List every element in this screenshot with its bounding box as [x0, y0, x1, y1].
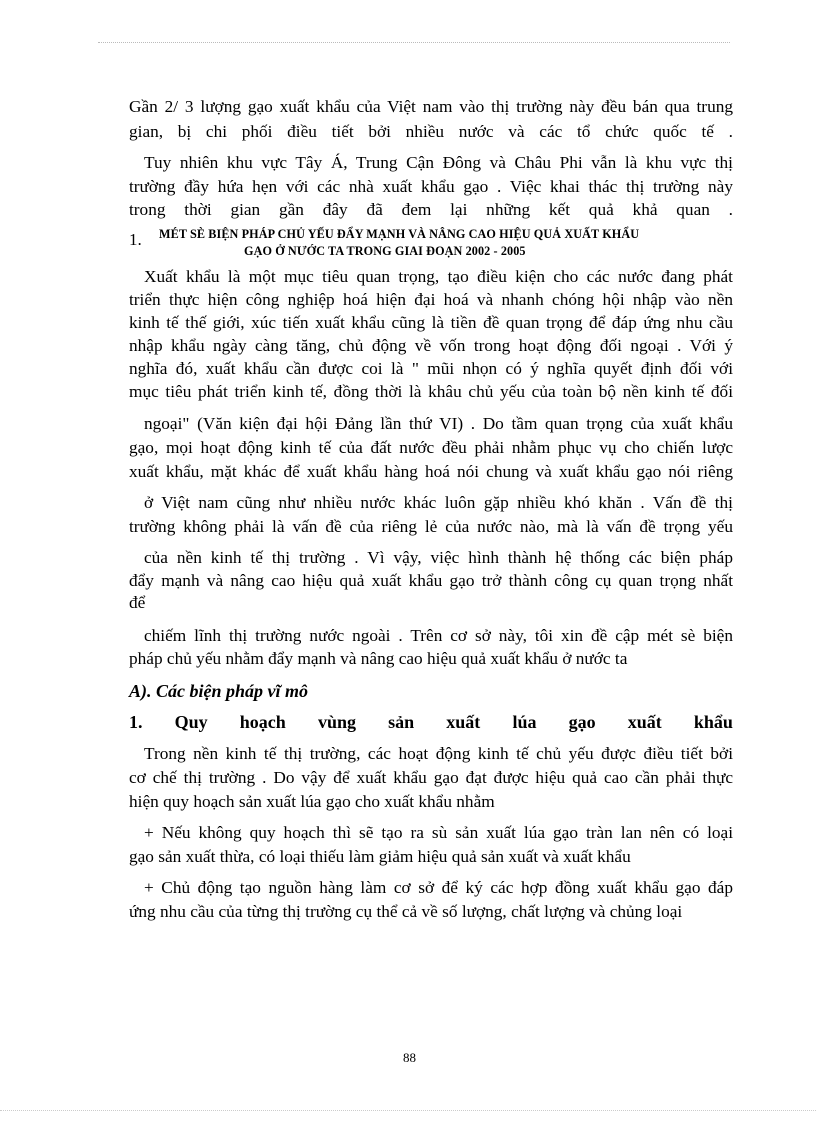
bullet-line: + Nếu không quy hoạch thì sẽ tạo ra sù sản xuất lúa gạo tràn lan nên có loại: [144, 823, 733, 842]
text-line: nghĩa đó, xuất khẩu cần được coi là " mũi nhọn có ý nghĩa quyết định đối với: [129, 359, 733, 378]
bullet-line: gạo sản xuất thừa, có loại thiếu làm giảm hiệu quả sản xuất và xuất khẩu: [129, 847, 631, 866]
heading-word: Quy: [174, 712, 208, 732]
page-number: 88: [403, 1050, 416, 1065]
text-line: xuất khẩu, mặt khác để xuất khẩu hàng hoá nói chung và xuất khẩu gạo nói riêng: [129, 462, 733, 481]
heading-word: vùng: [317, 712, 356, 732]
heading-word: khẩu: [693, 712, 733, 732]
text-line: cơ chế thị trường . Do vậy để xuất khẩu gạo đạt được hiệu quả cao cần phải thực: [129, 768, 733, 787]
text-line: Gần 2/ 3 lượng gạo xuất khẩu của Việt nam vào thị trường này đều bán qua trung: [129, 97, 733, 116]
text-line: mục tiêu phát triển kinh tế, đồng thời là khâu chủ yếu của toàn bộ nền kinh tế đối: [129, 382, 733, 401]
subsection-title: A). Các biện pháp vĩ mô: [129, 681, 308, 701]
heading-word: sản: [388, 712, 415, 732]
text-line: trường không phải là vấn đề của riêng lẻ của nước nào, mà là vấn đề trọng yếu: [129, 517, 733, 536]
text-line: pháp chủ yếu nhằm đẩy mạnh và nâng cao hiệu quả xuất khẩu ở nước ta: [129, 649, 628, 668]
text-line: Trong nền kinh tế thị trường, các hoạt động kinh tế chủ yếu được điều tiết bởi: [144, 744, 733, 763]
bullet-line: ứng nhu cầu của từng thị trường cụ thể cả về số lượng, chất lượng và chủng loại: [129, 902, 683, 921]
bottom-divider: [0, 1110, 816, 1111]
heading-word: xuất: [627, 712, 662, 732]
text-line: triển thực hiện công nghiệp hoá hiện đại hoá và nhanh chóng hội nhập vào nền: [129, 290, 733, 309]
text-line: Tuy nhiên khu vực Tây Á, Trung Cận Đông và Châu Phi vẫn là khu vực thị: [144, 153, 733, 172]
top-divider: [98, 42, 730, 43]
heading-word: hoạch: [239, 712, 286, 732]
heading-word: gạo: [568, 712, 596, 732]
text-line: để: [129, 593, 146, 612]
text-line: của nền kinh tế thị trường . Vì vậy, việc hình thành hệ thống các biện pháp: [144, 548, 733, 567]
text-line: hiện quy hoạch sản xuất lúa gạo cho xuất khẩu nhằm: [129, 792, 495, 811]
section-number: 1.: [129, 230, 142, 249]
section-title-line1: MÉT SÈ BIỆN PHÁP CHỦ YẾU ĐẨY MẠNH VÀ NÂNG CAO HIỆU QUẢ XUẤT KHẨU: [159, 227, 640, 241]
text-line: ở Việt nam cũng như nhiều nước khác luôn gặp nhiều khó khăn . Vấn đề thị: [144, 493, 733, 512]
section-title-line2: GẠO Ở NƯỚC TA TRONG GIAI ĐOẠN 2002 - 2005: [244, 244, 526, 258]
bullet-line: + Chủ động tạo nguồn hàng làm cơ sở để ký các hợp đồng xuất khẩu gạo đáp: [144, 878, 733, 897]
text-line: kinh tế thế giới, xúc tiến xuất khẩu cũng là tiền đề quan trọng để đáp ứng nhu cầu: [129, 313, 733, 332]
text-line: chiếm lĩnh thị trường nước ngoài . Trên cơ sở này, tôi xin đề cập mét sè biện: [144, 626, 733, 645]
text-line: ngoại" (Văn kiện đại hội Đảng lần thứ VI) . Do tầm quan trọng của xuất khẩu: [144, 414, 733, 433]
heading-word: xuất: [446, 712, 481, 732]
text-line: gian, bị chi phối điều tiết bởi nhiều nước và các tổ chức quốc tế .: [129, 122, 733, 141]
text-line: trường đầy hứa hẹn với các nhà xuất khẩu gạo . Việc khai thác thị trường này: [129, 177, 733, 196]
text-line: Xuất khẩu là một mục tiêu quan trọng, tạo điều kiện cho các nước đang phát: [144, 267, 733, 286]
heading-word: lúa: [512, 712, 537, 732]
text-line: đẩy mạnh và nâng cao hiệu quả xuất khẩu gạo trở thành công cụ quan trọng nhất: [129, 571, 733, 590]
item-heading: [129, 711, 733, 733]
text-line: nhập khẩu ngày càng tăng, chủ động về vốn trong hoạt động đối ngoại . Với ý: [129, 336, 733, 355]
text-line: gạo, mọi hoạt động kinh tế của đất nước đều phải nhằm phục vụ cho chiến lược: [129, 438, 733, 457]
text-line: trong thời gian gần đây đã đem lại những kết quả khả quan .: [129, 200, 733, 219]
item-number: 1.: [129, 712, 143, 732]
